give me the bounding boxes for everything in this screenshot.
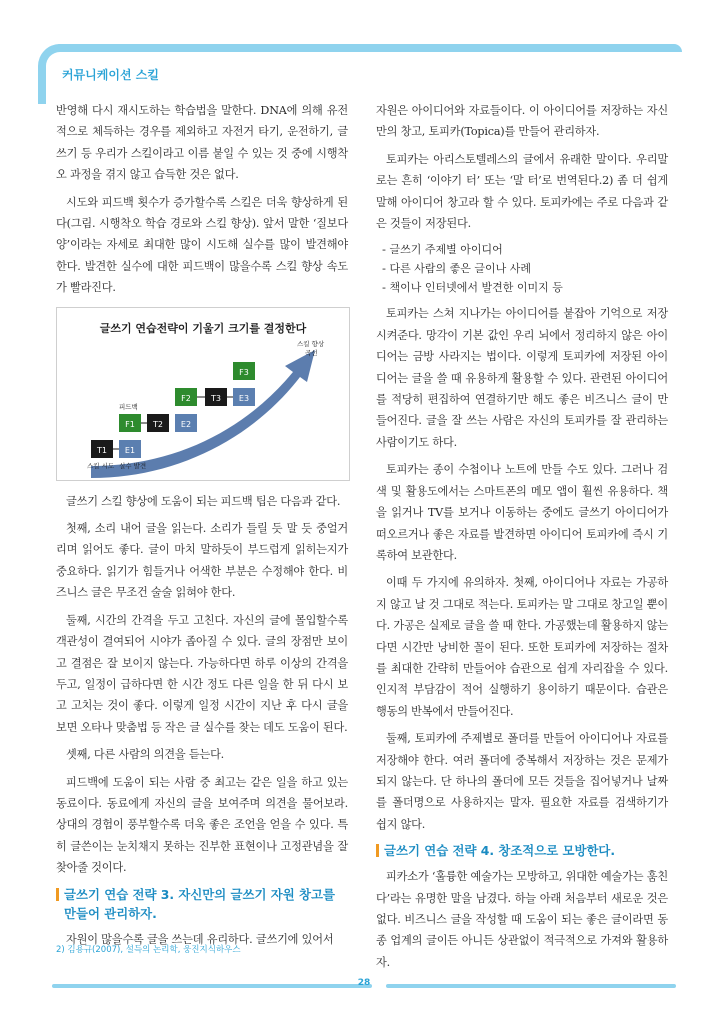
paragraph: 시도와 피드백 횟수가 증가할수록 스킬은 더욱 향상하게 된다(그림. 시행착오 학습 경로와 스킬 향상). 앞서 말한 ‘질보다 양’이라는 자세로 최대한 많이 시도해 실수를 많이 발견해야 한다. 발견한 실수에 대한 피드백이 많을수록 스킬 향상 속도가 빨라진다. [56, 195, 348, 295]
list-item: - 다른 사람의 좋은 글이나 사례 [382, 262, 531, 276]
footer-line-right [386, 984, 676, 988]
paragraph: 자원이 많을수록 글을 쓰는데 유리하다. 글쓰기에 있어서 [66, 932, 334, 946]
label-feedback: 피드백 [119, 402, 138, 411]
box-f1-label: F1 [125, 419, 135, 429]
paragraph: 피카소가 ‘훌륭한 예술가는 모방하고, 위대한 예술가는 훔친다’라는 유명한 말을 남겼다. 하늘 아래 처음부터 새로운 것은 없다. 비즈니스 글을 작성할 때 도움이 되는 좋은 글이라면 동종 업계의 글이든 아니든 상관없이 적극적으로 가져와 활용하자. [376, 870, 668, 969]
paragraph: 반영해 다시 재시도하는 학습법을 말한다. DNA에 의해 유전적으로 체득하는 경우를 제외하고 자전거 타기, 운전하기, 글쓰기 등 우리가 스킬이라고 이름 붙일 수 있는 것 중에 시행착오 과정을 겪지 않고 습득한 것은 없다. [56, 104, 348, 182]
box-e3-label: E3 [238, 393, 250, 403]
paragraph: 토피카는 종이 수첩이나 노트에 만들 수도 있다. 그러나 검색 및 활용도에서는 스마트폰의 메모 앱이 훨씬 유용하다. 책을 읽거나 TV를 보거나 이동하는 중에도 글쓰기 아이디어가 떠오르거나 좋은 자료를 발견하면 아이디어 토피카에 즉시 기록하여 보관한다. [376, 463, 668, 562]
subheading-strategy-3: 글쓰기 연습 전략 3. 자신만의 글쓰기 자원 창고를 만들어 관리하자. [56, 885, 348, 923]
box-t2-label: T2 [153, 419, 163, 429]
paragraph: 자원은 아이디어와 자료들이다. 이 아이디어를 저장하는 자신만의 창고, 토피카(Topica)를 만들어 관리하자. [376, 104, 668, 139]
list-item: - 글쓰기 주제별 아이디어 [382, 243, 503, 257]
footnote: 2) 김용규(2007), 설득의 논리학, 웅진지식하우스 [56, 945, 241, 955]
section-title: 커뮤니케이션 스킬 [62, 68, 159, 82]
paragraph: 피드백에 도움이 되는 사람 중 최고는 같은 일을 하고 있는 동료이다. 동료에게 자신의 글을 보여주며 의견을 물어보라. 상대의 경험이 풍부할수록 더욱 좋은 조언을 얻을 수 있다. 특히 글쓴이는 눈치채지 못하는 진부한 표현이나 고정관념을 잘 찾아줄 것이다. [56, 775, 348, 875]
box-e2-label: E2 [180, 419, 192, 429]
right-column [376, 100, 668, 979]
label-skill-up: 스킬 향상 [297, 339, 325, 348]
box-e1-label: E1 [124, 445, 136, 455]
left-column [56, 100, 348, 956]
paragraph: 토피카는 스쳐 지나가는 아이디어를 붙잡아 기억으로 저장시켜준다. 망각이 기본 값인 우리 뇌에서 정리하지 않은 아이디어는 금방 사라지는 법이다. 이렇게 토피카에 저장된 아이디어는 글을 쓸 때 유용하게 활용할 수 있다. 관련된 아이디어를 적당히 편집하여 연결하기만 해도 좋은 비즈니스 글이 만들어진다. 글을 잘 쓰는 사람은 자신의 토피카를 잘 관리하는 사람이기도 하다. [376, 307, 668, 449]
label-skill-up2: 곡선 [305, 348, 318, 357]
page-number: 28 [357, 978, 371, 988]
figure-diagram [57, 308, 349, 480]
bullet-list [376, 240, 668, 297]
label-fail: 실수 발견 [119, 461, 147, 470]
paragraph: 글쓰기 스킬 향상에 도움이 되는 피드백 팁은 다음과 같다. [66, 494, 341, 508]
paragraph: 둘째, 시간의 간격을 두고 고친다. 자신의 글에 몰입할수록 객관성이 결여되어 시야가 좁아질 수 있다. 글의 장점만 보이고 결점은 잘 보이지 않는다. 가능하다면 하루 이상의 간격을 두고, 일정이 급하다면 한 시간 정도 다른 일을 한 뒤 다시 보고 고치는 것이 좋다. 이렇게 일정 시간이 지난 후 다시 글을 보면 오타나 맞춤법 등 작은 글 실수를 찾는 데도 도움이 된다. [56, 613, 348, 734]
paragraph: 둘째, 토피카에 주제별로 폴더를 만들어 아이디어나 자료를 저장해야 한다. 여러 폴더에 중복해서 저장하는 것은 문제가 되지 않는다. 단 하나의 폴더에 모든 것들을 집어넣거나 날짜를 폴더명으로 사용하지는 말자. 필요한 자료를 검색하기가 쉽지 않다. [376, 732, 668, 831]
paragraph: 셋째, 다른 사람의 의견을 듣는다. [66, 748, 225, 762]
paragraph: 첫째, 소리 내어 글을 읽는다. 소리가 들릴 듯 말 듯 중얼거리며 읽어도 좋다. 글이 마치 말하듯이 부드럽게 읽히는지가 중요하다. 읽기가 힘들거나 어색한 부분은 수정해야 한다. 비즈니스 글은 무조건 술술 읽혀야 한다. [56, 522, 348, 600]
header-decoration-bar [52, 44, 682, 52]
paragraph: 토피카는 아리스토텔레스의 글에서 유래한 말이다. 우리말로는 흔히 ‘이야기 터’ 또는 ‘말 터’로 번역된다.2) 좀 더 쉽게 말해 아이디어 창고라 할 수 있다. 토피카에는 주로 다음과 같은 것들이 저장된다. [376, 152, 668, 231]
list-item: - 책이나 인터넷에서 발견한 이미지 등 [382, 281, 563, 295]
box-t3-label: T3 [211, 393, 221, 403]
box-t1-label: T1 [97, 445, 107, 455]
figure-title: 글쓰기 연습전략이 기울기 크기를 결정한다 [99, 321, 307, 335]
label-try: 스킬 시도 [87, 461, 115, 470]
box-f2-label: F2 [181, 393, 191, 403]
footer-line-left [52, 984, 372, 988]
figure-skill-curve [56, 307, 350, 481]
paragraph: 이때 두 가지에 유의하자. 첫째, 아이디어나 자료는 가공하지 않고 날 것 그대로 적는다. 토피카는 말 그대로 창고일 뿐이다. 가공은 실제로 글을 쓸 때 한다. 가공했는데 활용하지 않는다면 시간만 낭비한 꼴이 된다. 또한 토피카에 저장하는 절차를 최대한 간략히 만들어야 습관으로 쉽게 자리잡을 수 있다. 인지적 부담감이 적어 실행하기 용이하기 때문이다. 습관은 행동의 반복에서 만들어진다. [376, 576, 668, 718]
subheading-strategy-4: 글쓰기 연습 전략 4. 창조적으로 모방한다. [376, 841, 668, 860]
box-f3-label: F3 [239, 367, 249, 377]
